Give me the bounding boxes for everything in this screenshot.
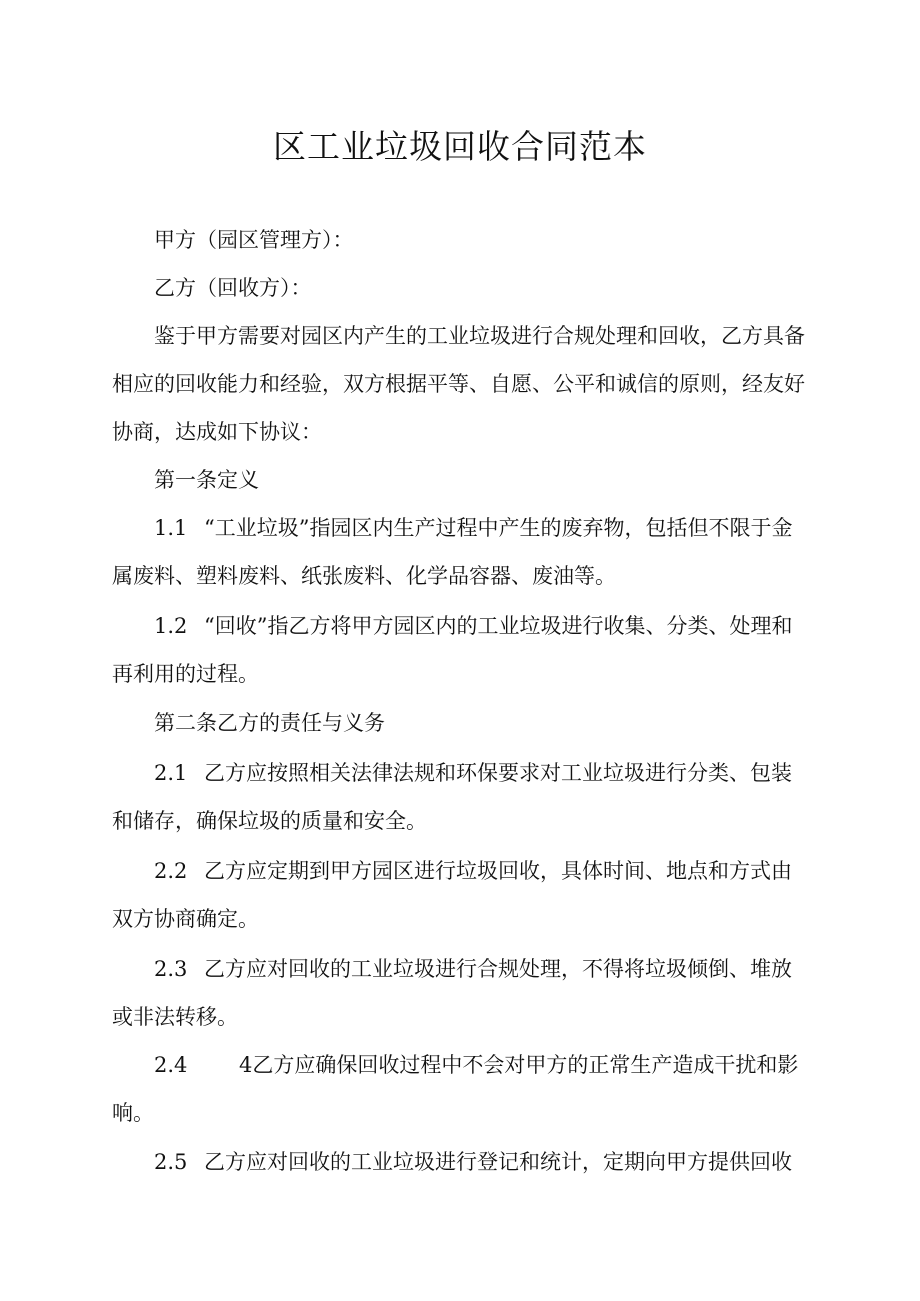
- article-1-heading: 第一条定义: [154, 468, 259, 492]
- clause-number: 2.4: [154, 1053, 188, 1077]
- clause-number: 2.1: [154, 761, 188, 785]
- clause-text: 乙方应对回收的工业垃圾进行登记和统计，定期向甲方提供回收: [204, 1150, 792, 1174]
- document-title: 区工业垃圾回收合同范本: [273, 127, 647, 166]
- clause-text: 乙方应定期到甲方园区进行垃圾回收，具体时间、地点和方式由双方协商确定。: [112, 859, 792, 931]
- clause-2-1: [112, 749, 812, 845]
- preamble-paragraph: 鉴于甲方需要对园区内产生的工业垃圾进行合规处理和回收，乙方具备相应的回收能力和经验，双方根据平等、自愿、公平和诚信的原则，经友好协商，达成如下协议：: [112, 324, 805, 444]
- clause-number: 1.1: [154, 516, 188, 540]
- clause-number: 2.3: [154, 957, 188, 981]
- clause-text: 乙方应按照相关法律法规和环保要求对工业垃圾进行分类、包装和储存，确保垃圾的质量和安全。: [112, 761, 792, 833]
- clause-1-1: [112, 504, 812, 600]
- clause-2-5: [112, 1138, 812, 1186]
- clause-text: 乙方应对回收的工业垃圾进行合规处理，不得将垃圾倾倒、堆放或非法转移。: [112, 957, 792, 1029]
- party-a-line: 甲方（园区管理方）：: [154, 228, 354, 252]
- clause-number: 2.5: [154, 1150, 188, 1174]
- article-2-heading: 第二条乙方的责任与义务: [154, 711, 385, 735]
- clause-2-2: [112, 847, 812, 943]
- clause-number: 2.2: [154, 859, 188, 883]
- clause-number: 1.2: [154, 614, 188, 638]
- clause-text: “工业垃圾”指园区内生产过程中产生的废弃物，包括但不限于金属废料、塑料废料、纸张废料、化学品容器、废油等。: [112, 516, 793, 588]
- clause-2-4: [112, 1041, 812, 1137]
- clause-1-2: [112, 602, 812, 698]
- clause-text: “回收”指乙方将甲方园区内的工业垃圾进行收集、分类、处理和再利用的过程。: [112, 614, 793, 686]
- party-b-line: 乙方（回收方）：: [154, 276, 312, 300]
- clause-text: 4乙方应确保回收过程中不会对甲方的正常生产造成干扰和影响。: [112, 1053, 799, 1125]
- clause-2-3: [112, 945, 812, 1041]
